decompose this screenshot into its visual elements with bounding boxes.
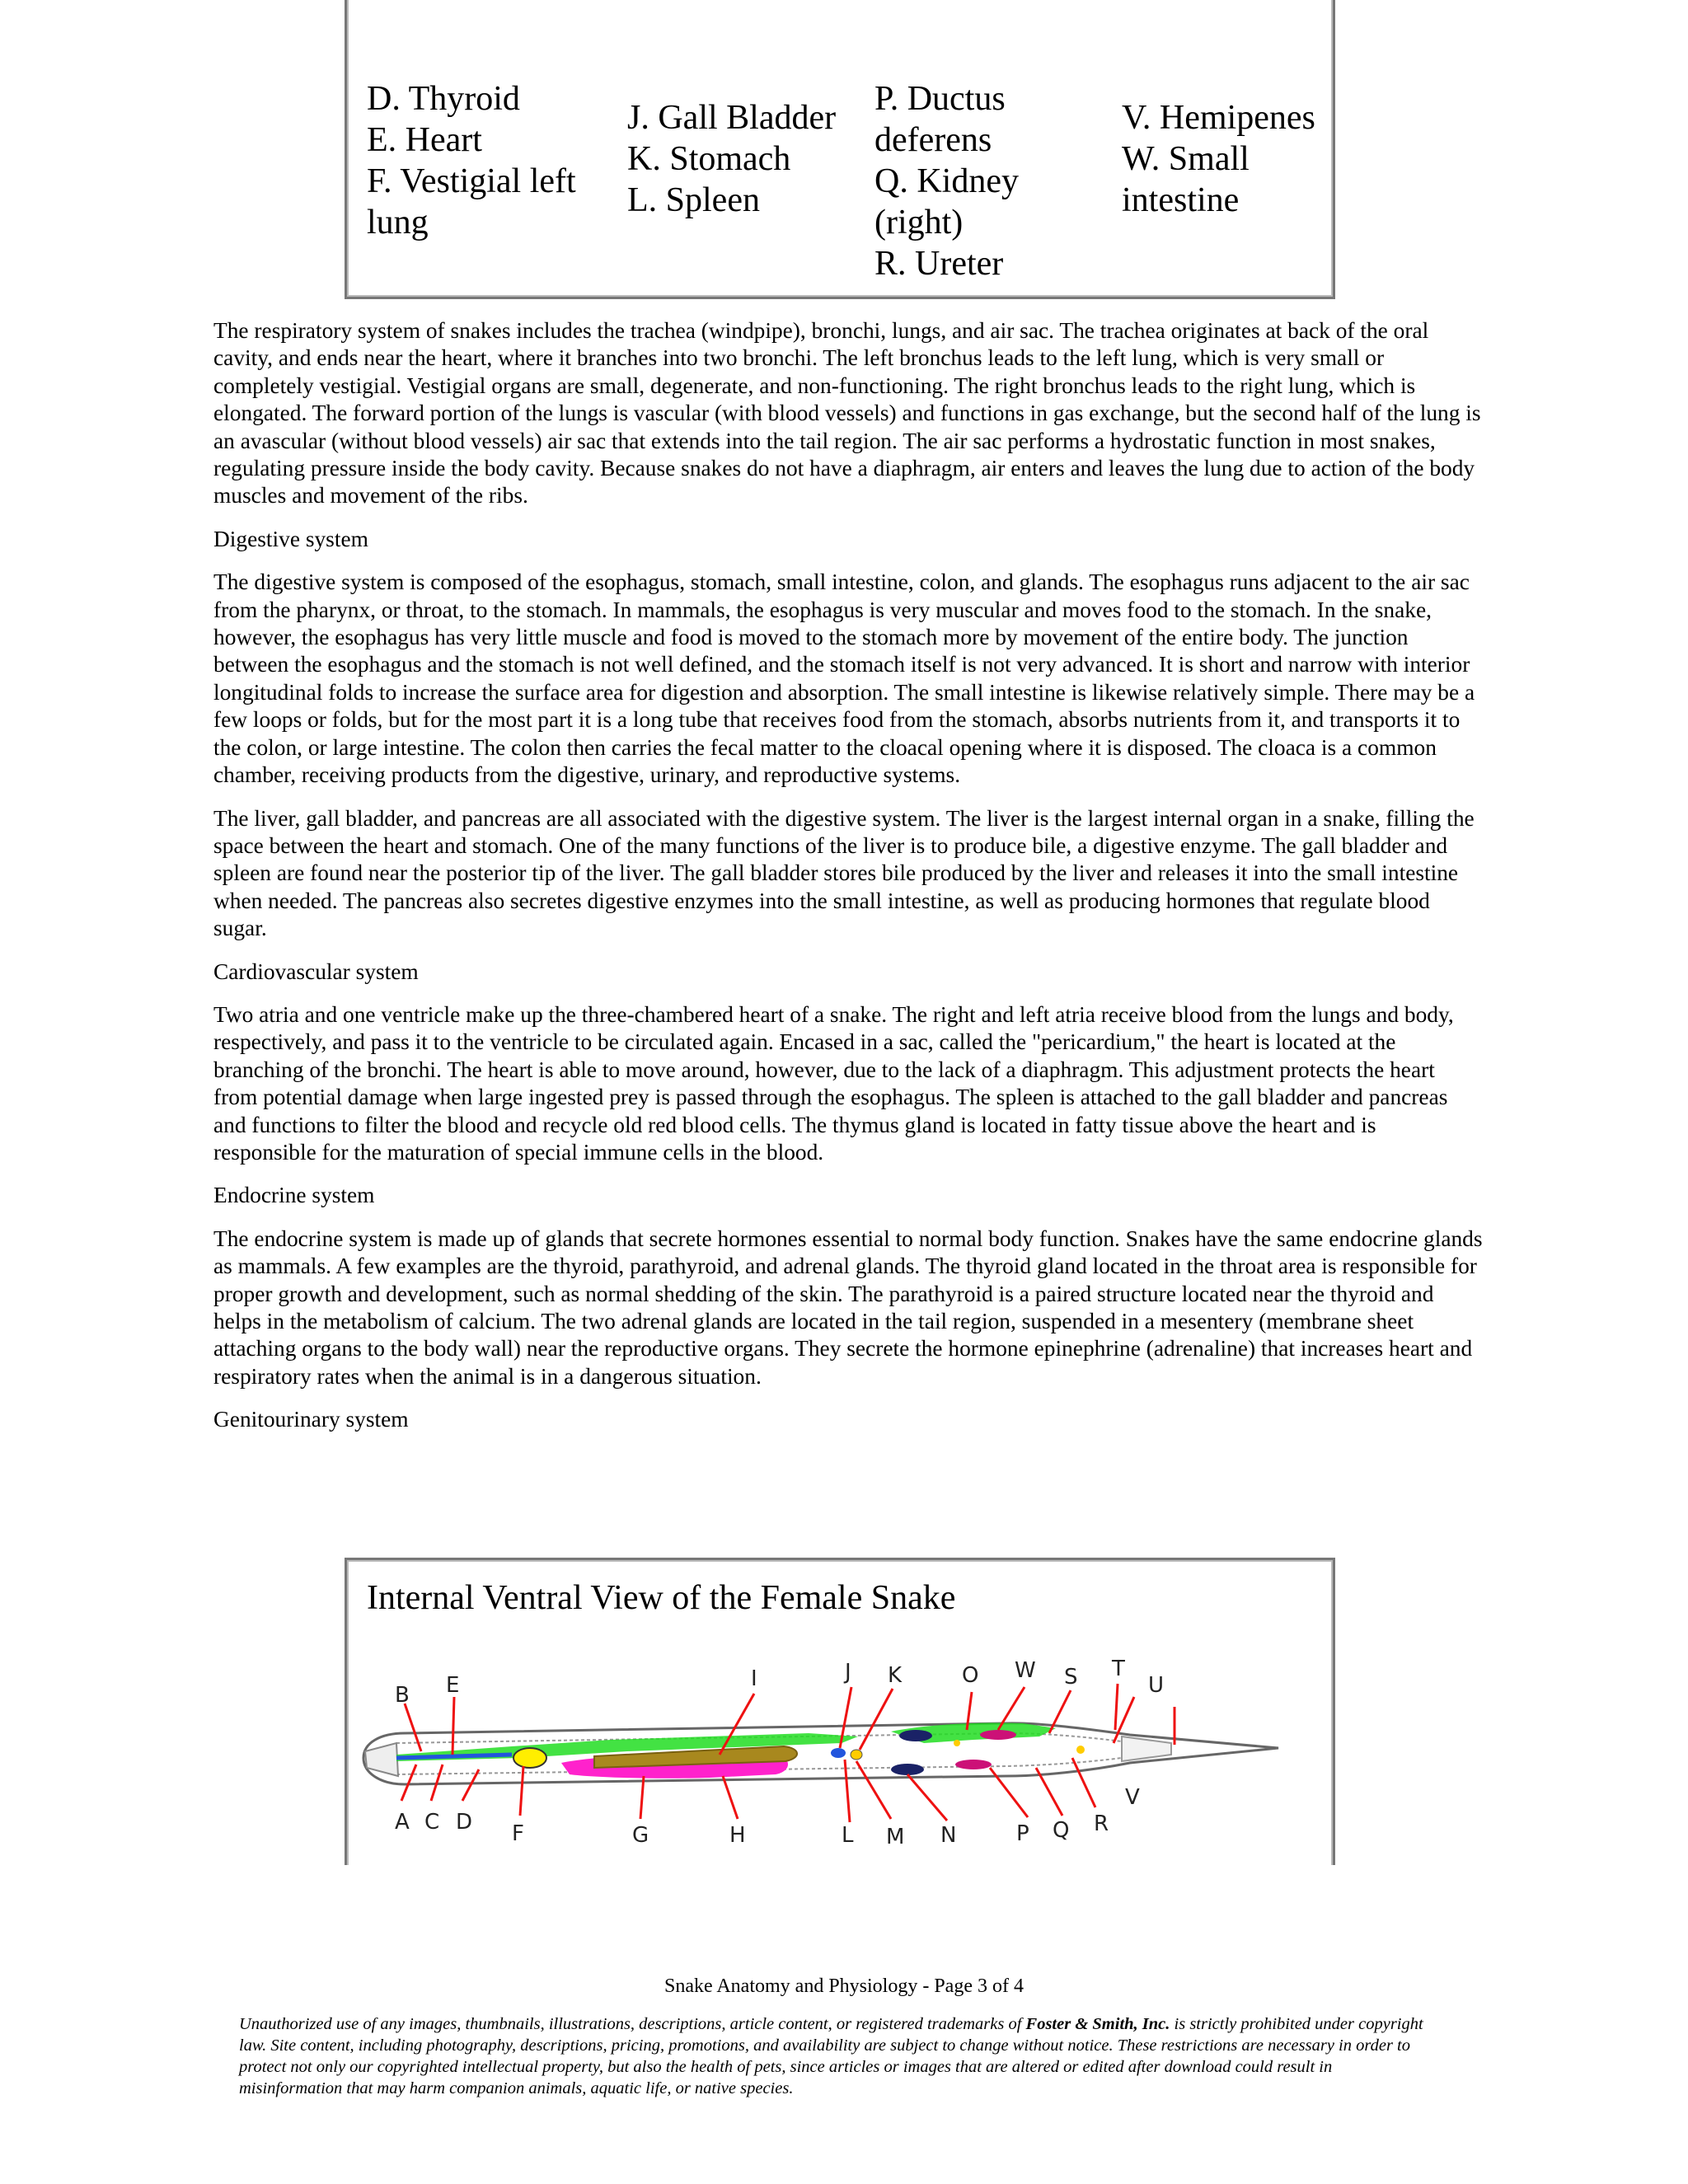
- legend-item: F. Vestigial left lung: [367, 162, 576, 241]
- legend-item: E. Heart: [367, 121, 482, 159]
- figure-label-g: G: [632, 1823, 649, 1848]
- legend-column-2: [627, 97, 836, 221]
- kidney-shape: [955, 1760, 992, 1769]
- figure-label-w: W: [1015, 1658, 1036, 1683]
- figure-label-f: F: [512, 1821, 524, 1846]
- legend-column-1: [367, 78, 614, 243]
- cloaca-shape: [1076, 1746, 1085, 1754]
- cardiovascular-paragraph: Two atria and one ventricle make up the three-chambered heart of a snake. The right and left atria receive blood from the lungs and body, respectively, and pass it to the ventricle to be circulated again. Encased in a sac, called the "pericardium," the heart is located at the branching of the bronchi. The heart is able to move around, however, due to the lack of a diaphragm. This adjustment protects the heart from potential damage when large ingested prey is passed through the esophagus. The spleen is attached to the gall bladder and pancreas and functions to filter the blood and recycle old red blood cells. The thymus gland is located in fatty tissue above the heart and is responsible for the maturation of special immune cells in the blood.: [213, 1001, 1454, 1165]
- legend-item: J. Gall Bladder: [627, 99, 837, 137]
- page-number: Snake Anatomy and Physiology - Page 3 of 4: [664, 1975, 1024, 1997]
- figure-label-v: V: [1125, 1785, 1140, 1810]
- legend-column-3: [874, 78, 1048, 284]
- spleen-shape: [851, 1750, 862, 1760]
- figure-label-r: R: [1094, 1811, 1109, 1836]
- figure-label-o: O: [962, 1663, 979, 1688]
- figure-label-l: L: [842, 1823, 854, 1848]
- section-heading-genitourinary: Genitourinary system: [213, 1407, 409, 1432]
- legend-column-4: [1122, 97, 1335, 221]
- kidney-shape: [980, 1730, 1016, 1740]
- copyright-disclaimer: [239, 2013, 1434, 2099]
- legend-item: R. Ureter: [874, 245, 1004, 283]
- figure-label-e: E: [446, 1673, 460, 1698]
- legend-item: K. Stomach: [627, 140, 791, 178]
- legend-item: P. Ductus deferens: [874, 80, 1006, 159]
- figure-label-s: S: [1064, 1665, 1078, 1690]
- figure-label-h: H: [729, 1823, 746, 1848]
- heart-shape: [513, 1748, 546, 1768]
- figure-label-d: D: [456, 1810, 473, 1835]
- figure-label-p: P: [1016, 1821, 1029, 1846]
- figure-label-k: K: [888, 1663, 903, 1688]
- disclaimer-text: Unauthorized use of any images, thumbnails, illustrations, descriptions, article content, or registered trademarks of: [239, 2015, 1026, 2033]
- legend-item: L. Spleen: [627, 181, 760, 219]
- female-snake-figure: [345, 1558, 1335, 1865]
- figure-label-j: J: [845, 1660, 851, 1685]
- figure-label-i: I: [751, 1666, 757, 1691]
- gall-bladder-shape: [831, 1748, 846, 1758]
- disclaimer-text: is strictly prohibited under copyright law. Site content, including photography, descriptions, pricing, promotions, and availability are subject to change without notice. These restrictions are necessary in order to protect not only our copyrighted intellectual property, but also the health of pets, since articles or images that are altered or edited after download could result in misinformation that may harm companion animals, aquatic life, or native species.: [239, 2015, 1423, 2097]
- respiratory-paragraph: The respiratory system of snakes includes the trachea (windpipe), bronchi, lungs, and air sac. The trachea originates at back of the oral cavity, and ends near the heart, where it branches into two bronchi. The left bronchus leads to the left lung, which is very small or completely vestigial. Vestigial organs are small, degenerate, and non-functioning. The right bronchus leads to the right lung, which is elongated. The forward portion of the lungs is vascular (with blood vessels) and functions in gas exchange, but the second half of the lung is an avascular (without blood vessels) air sac that extends into the tail region. The air sac performs a hydrostatic function in most snakes, regulating pressure inside the body cavity. Because snakes do not have a diaphragm, air enters and leaves the lung due to action of the body muscles and movement of the ribs.: [213, 318, 1481, 509]
- section-heading-digestive: Digestive system: [213, 526, 368, 551]
- legend-item: Q. Kidney (right): [874, 162, 1019, 241]
- figure-label-q: Q: [1053, 1818, 1070, 1843]
- figure-label-c: C: [424, 1810, 440, 1835]
- ovary-shape: [899, 1730, 932, 1741]
- legend-item: D. Thyroid: [367, 80, 520, 118]
- adrenal-shape: [954, 1740, 960, 1746]
- endocrine-paragraph: The endocrine system is made up of glands that secrete hormones essential to normal body function. Snakes have the same endocrine glands as mammals. A few examples are the thyroid, parathyroid, and adrenal glands. The thyroid gland located in the throat area is responsible for proper growth and development, such as normal shedding of the skin. The parathyroid is a paired structure located near the thyroid and helps in the metabolism of calcium. The two adrenal glands are located in the tail region, suspended in a mesentery (membrane sheet attaching organs to the body wall) near the reproductive organs. They secrete the hormone epinephrine (adrenaline) that increases heart and respiratory rates when the animal is in a dangerous situation.: [213, 1226, 1483, 1389]
- snake-anatomy-illustration: [347, 1560, 1333, 1865]
- figure-label-a: A: [395, 1810, 410, 1835]
- legend-item: V. Hemipenes: [1122, 99, 1315, 137]
- digestive-paragraph-2: The liver, gall bladder, and pancreas are all associated with the digestive system. The liver is the largest internal organ in a snake, filling the space between the heart and stomach. One of the many functions of the liver is to produce bile, a digestive enzyme. The gall bladder and spleen are found near the posterior tip of the liver. The gall bladder stores bile produced by the liver and releases it into the small intestine when needed. The pancreas also secretes digestive enzymes into the small intestine, as well as producing hormones that regulate blood sugar.: [213, 805, 1475, 941]
- section-heading-endocrine: Endocrine system: [213, 1183, 375, 1208]
- section-heading-cardiovascular: Cardiovascular system: [213, 958, 419, 984]
- ovary-shape: [891, 1764, 924, 1775]
- figure-label-n: N: [940, 1823, 957, 1848]
- article-body: [213, 317, 1483, 1450]
- figure-label-m: M: [886, 1825, 905, 1849]
- legend-item: W. Small intestine: [1122, 140, 1250, 219]
- figure-label-u: U: [1148, 1673, 1165, 1698]
- figure-title: Internal Ventral View of the Female Snake: [367, 1579, 956, 1617]
- figure-label-t: T: [1112, 1657, 1125, 1681]
- figure-label-b: B: [395, 1683, 410, 1708]
- organ-legend-table: [345, 0, 1335, 299]
- digestive-paragraph-1: The digestive system is composed of the esophagus, stomach, small intestine, colon, and glands. The esophagus runs adjacent to the air sac from the pharynx, or throat, to the stomach. In mammals, the esophagus is very muscular and moves food to the stomach. In the snake, however, the esophagus has very little muscle and food is moved to the stomach more by movement of the entire body. The junction between the esophagus and the stomach is not well defined, and the stomach itself is not very advanced. It is short and narrow with interior longitudinal folds to increase the surface area for digestion and absorption. The small intestine is likewise relatively simple. There may be a few loops or folds, but for the most part it is a long tube that receives food from the stomach, absorbs nutrients from it, and transports it to the colon, or large intestine. The colon then carries the fecal matter to the cloacal opening where it is disposed. The cloaca is a common chamber, receiving products from the digestive, urinary, and reproductive systems.: [213, 569, 1475, 788]
- company-name: Foster & Smith, Inc.: [1025, 2015, 1170, 2033]
